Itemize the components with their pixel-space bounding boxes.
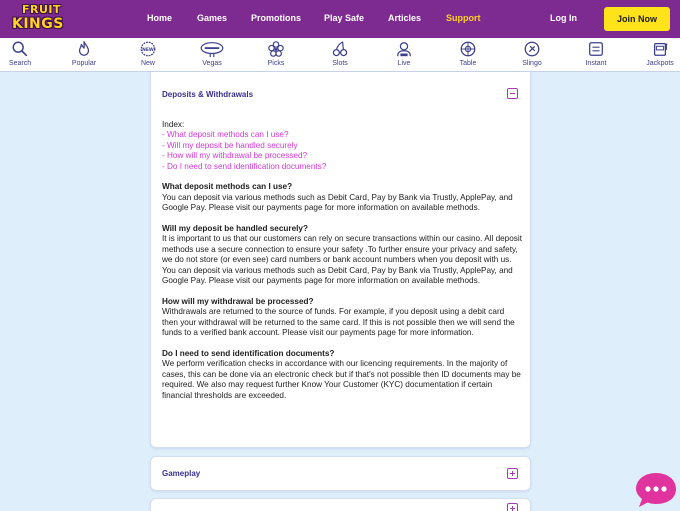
- category-slots[interactable]: [315, 40, 365, 70]
- nav-support[interactable]: Support: [446, 13, 481, 23]
- faq-answer: You can deposit via various methods such as Debit Card, Pay by Bank via Trustly, ApplePay, and Google Pay. Please visit our payments page for more information on available methods.: [162, 192, 513, 213]
- link-prefix: -: [162, 130, 168, 140]
- login-link[interactable]: Log In: [550, 13, 577, 23]
- nav-promotions[interactable]: Promotions: [251, 13, 302, 23]
- link-text: What deposit methods can I use?: [167, 130, 289, 140]
- category-bar: [0, 38, 680, 72]
- cherries-icon: [331, 40, 349, 58]
- nav-play-safe[interactable]: Play Safe: [324, 13, 365, 23]
- flower-icon: [267, 40, 285, 58]
- fruit-kings-logo[interactable]: [10, 3, 74, 35]
- collapse-icon[interactable]: [507, 88, 518, 99]
- category-label: Live: [397, 60, 411, 67]
- index-link-deposit-methods[interactable]: [162, 130, 522, 140]
- index-label: Index:: [162, 120, 185, 129]
- category-label: Slingo: [522, 60, 542, 67]
- category-popular[interactable]: [59, 40, 109, 70]
- category-label: Popular: [71, 60, 97, 67]
- instant-icon: [587, 40, 605, 58]
- live-chat-button[interactable]: [634, 470, 678, 510]
- nav-games[interactable]: Games: [197, 13, 228, 23]
- category-label: Search: [8, 60, 32, 67]
- faq-section-title[interactable]: Deposits & Withdrawals: [162, 90, 254, 99]
- faq-answer: Withdrawals are returned to the source of funds. For example, if you deposit using a debit card then your withdrawal will be returned to the same card. If this is not possible then we will send the funds to a verified bank account. Please visit our payments page for more information.: [162, 307, 515, 338]
- faq-question: What deposit methods can I use?: [162, 182, 293, 192]
- faq-answer: We perform verification checks in accordance with our licencing requirements. In the majority of cases, this can be done via an electronic check but if that's not possible then ID documents may be required. We also may request further Know Your Customer (KYC) documentation if certain financial thresholds are exceeded.: [162, 359, 521, 400]
- faq-content: [162, 120, 522, 401]
- new-badge-icon: [139, 40, 157, 58]
- link-prefix: -: [162, 140, 168, 150]
- index-link-id-documents[interactable]: [162, 162, 522, 172]
- expand-icon[interactable]: [507, 468, 518, 479]
- category-table[interactable]: [443, 40, 493, 70]
- roulette-icon: [459, 40, 477, 58]
- chat-bubble-icon: [634, 470, 678, 510]
- link-prefix: -: [162, 151, 168, 161]
- category-slingo[interactable]: [507, 40, 557, 70]
- link-text: Will my deposit be handled securely: [167, 140, 298, 150]
- faq-gameplay[interactable]: [150, 456, 531, 491]
- category-jackpots[interactable]: [635, 40, 680, 70]
- category-live[interactable]: [379, 40, 429, 70]
- join-now-button[interactable]: Join Now: [604, 7, 670, 31]
- category-label: Slots: [332, 60, 348, 67]
- slingo-icon: [523, 40, 541, 58]
- faq-next-section[interactable]: [150, 498, 531, 511]
- top-navigation-bar: [0, 0, 680, 38]
- search-icon: [11, 40, 29, 58]
- faq-answer: It is important to us that our customers can rely on secure transactions within our casino. All deposit methods use a secure connection to ensure your safety .To further ensure your privacy and safety, we do not store (or even see) card numbers or bank account numbers when you deposit with us. You can deposit via various methods such as Debit Card, Pay by Bank via Trustly, ApplePay, and Google Pay. Please visit our payments page for more information on available methods.: [162, 234, 522, 286]
- flame-icon: [75, 40, 93, 58]
- logo-text-line2: KINGS: [12, 16, 64, 32]
- faq-section-title[interactable]: Gameplay: [162, 469, 201, 478]
- category-label: Jackpots: [646, 60, 674, 67]
- nav-home[interactable]: Home: [147, 13, 173, 23]
- category-picks[interactable]: [251, 40, 301, 70]
- svg-text:NEW: NEW: [142, 47, 154, 53]
- dealer-icon: [395, 40, 413, 58]
- link-text: Do I need to send identification documents?: [167, 161, 327, 171]
- logo-text-line1: FRUIT: [22, 3, 62, 16]
- category-label: Picks: [267, 60, 285, 67]
- index-link-withdrawal[interactable]: [162, 151, 522, 161]
- faq-question: Do I need to send identification documents?: [162, 348, 335, 358]
- category-label: Vegas: [202, 60, 222, 67]
- category-search[interactable]: [0, 40, 45, 70]
- category-label: Instant: [585, 60, 607, 67]
- jackpot-icon: [651, 40, 669, 58]
- category-new[interactable]: [123, 40, 173, 70]
- category-instant[interactable]: [571, 40, 621, 70]
- category-label: Table: [459, 60, 477, 67]
- vegas-sign-icon: [199, 40, 225, 58]
- nav-articles[interactable]: Articles: [388, 13, 422, 23]
- category-label: New: [140, 60, 155, 67]
- faq-question: How will my withdrawal be processed?: [162, 296, 314, 306]
- link-prefix: -: [162, 161, 168, 171]
- faq-question: Will my deposit be handled securely?: [162, 224, 308, 234]
- link-text: How will my withdrawal be processed?: [167, 151, 308, 161]
- faq-deposits-withdrawals: [150, 72, 531, 448]
- expand-icon[interactable]: [507, 503, 518, 511]
- index-link-deposit-secure[interactable]: [162, 141, 522, 151]
- category-vegas[interactable]: [187, 40, 237, 70]
